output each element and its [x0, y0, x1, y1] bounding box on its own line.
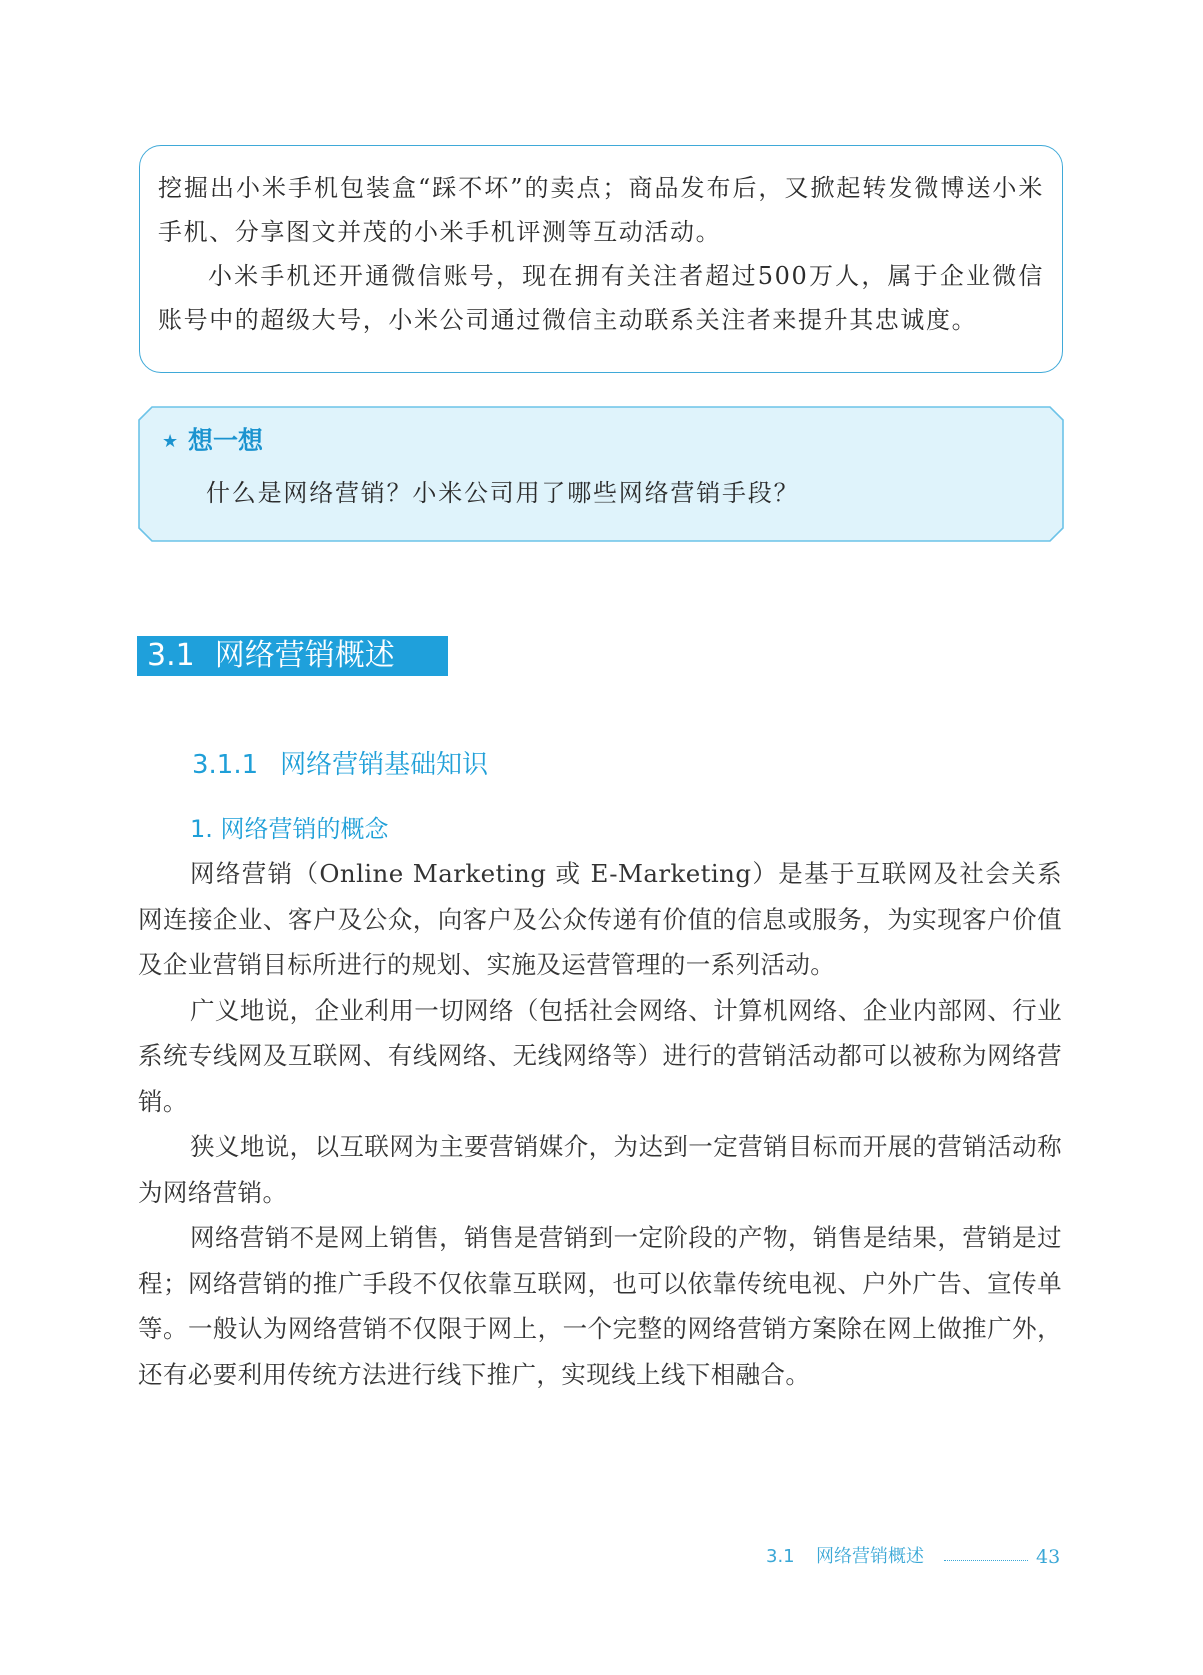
think-title: 想一想 — [188, 426, 264, 455]
body-text — [138, 851, 1062, 1397]
case-paragraph-2: 小米手机还开通微信账号，现在拥有关注者超过500万人，属于企业微信账号中的超级大号，小米公司通过微信主动联系关注者来提升其忠诚度。 — [158, 262, 1044, 334]
section-title: 网络营销概述 — [214, 638, 395, 673]
section-number: 3.1 — [147, 638, 195, 673]
footer-section-title: 网络营销概述 — [816, 1546, 924, 1567]
subsection-heading — [192, 745, 488, 785]
body-paragraph-3: 狭义地说，以互联网为主要营销媒介，为达到一定营销目标而开展的营销活动称为网络营销。 — [138, 1132, 1062, 1207]
case-study-box — [139, 145, 1063, 373]
footer-leader-dots — [944, 1560, 1028, 1561]
think-box — [138, 406, 1064, 542]
star-icon: ★ — [162, 431, 179, 452]
subsection-number: 3.1.1 — [192, 750, 259, 780]
think-box-frame — [138, 406, 1064, 542]
body-paragraph-2: 广义地说，企业利用一切网络（包括社会网络、计算机网络、企业内部网、行业系统专线网及互联网、有线网络、无线网络等）进行的营销活动都可以被称为网络营销。 — [138, 995, 1062, 1116]
footer-section-number: 3.1 — [766, 1546, 795, 1567]
subsection-title: 网络营销基础知识 — [280, 750, 489, 780]
case-paragraph-1: 挖掘出小米手机包装盒“踩不坏”的卖点；商品发布后，又掀起转发微博送小米手机、分享图文并茂的小米手机评测等互动活动。 — [158, 174, 1044, 246]
think-question: 什么是网络营销？小米公司用了哪些网络营销手段？ — [206, 479, 800, 507]
point-heading: 1. 网络营销的概念 — [190, 815, 389, 843]
think-heading — [162, 424, 263, 459]
body-paragraph-1: 网络营销（Online Marketing 或 E-Marketing）是基于互联网及社会关系网连接企业、客户及公众，向客户及公众传递有价值的信息或服务，为实现客户价值及企业营销目标所进行的规划、实施及运营管理的一系列活动。 — [138, 859, 1062, 979]
body-paragraph-4: 网络营销不是网上销售，销售是营销到一定阶段的产物，销售是结果，营销是过程；网络营销的推广手段不仅依靠互联网，也可以依靠传统电视、户外广告、宣传单等。一般认为网络营销不仅限于网上，一个完整的网络营销方案除在网上做推广外，还有必要利用传统方法进行线下推广，实现线上线下相融合。 — [138, 1223, 1062, 1389]
page-number: 43 — [1036, 1546, 1061, 1568]
section-heading — [137, 636, 448, 676]
page-footer — [766, 1542, 1066, 1572]
